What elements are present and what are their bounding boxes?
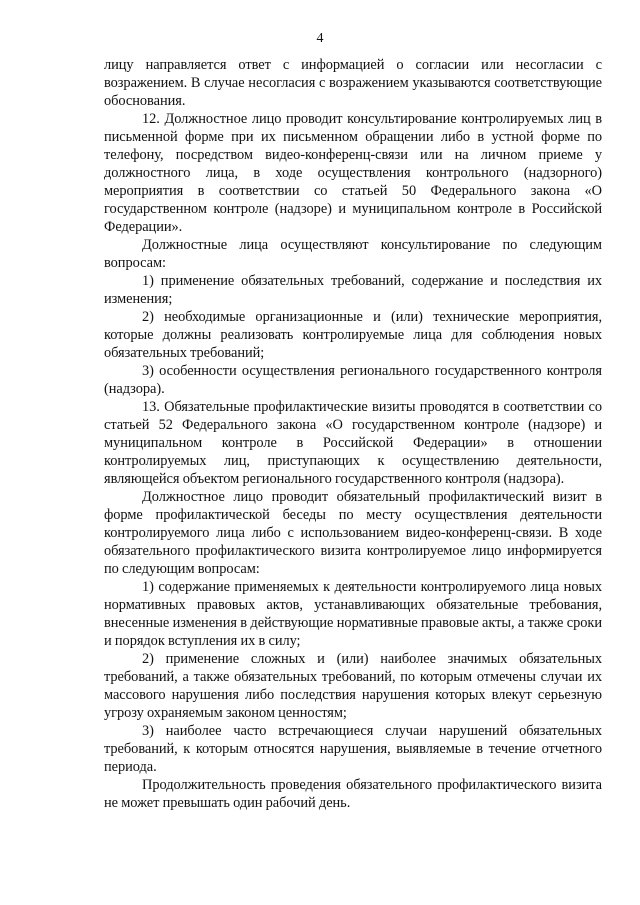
list-item-consultation-1: 1) применение обязательных требований, содержание и последствия их изменения; xyxy=(104,273,602,307)
list-item-visit-2: 2) применение сложных и (или) наиболее значимых обязательных требований, а также обязательных требований, по которым отмечены случаи их массового нарушения либо последствия нарушения которых влекут серьезную угрозу охраняемым законом ценностям; xyxy=(104,651,602,721)
paragraph-visit-intro: Должностное лицо проводит обязательный профилактический визит в форме профилактической беседы по месту осуществления деятельности контролируемого лица либо с использованием видео-конференц-связи. В ходе обязательного профилактического визита контролируемое лицо информируется по следующим вопросам: xyxy=(104,489,602,577)
paragraph-consultation-intro: Должностные лица осуществляют консультирование по следующим вопросам: xyxy=(104,237,602,271)
document-body xyxy=(104,56,602,812)
paragraph-item-12: 12. Должностное лицо проводит консультирование контролируемых лиц в письменной форме при их письменном обращении либо в устной форме по телефону, посредством видео-конференц-связи или на личном приеме у должностного лица, в ходе осуществления контрольного (надзорного) мероприятия в соответствии со статьей 50 Федерального закона «О государственном контроле (надзоре) и муниципальном контроле в Российской Федерации». xyxy=(104,111,602,235)
list-item-visit-3: 3) наиболее часто встречающиеся случаи нарушений обязательных требований, к которым относятся нарушения, выявляемые в течение отчетного периода. xyxy=(104,723,602,775)
list-item-consultation-2: 2) необходимые организационные и (или) технические мероприятия, которые должны реализовать контролируемые лица для соблюдения новых обязательных требований; xyxy=(104,309,602,361)
paragraph-item-13: 13. Обязательные профилактические визиты проводятся в соответствии со статьей 52 Федерального закона «О государственном контроле (надзоре) и муниципальном контроле в Российской Федерации» в отношении контролируемых лиц, приступающих к осуществлению деятельности, являющейся объектом регионального государственного контроля (надзора). xyxy=(104,399,602,487)
paragraph-continuation: лицу направляется ответ с информацией о согласии или несогласии с возражением. В случае несогласия с возражением указываются соответствующие обоснования. xyxy=(104,57,602,109)
paragraph-duration: Продолжительность проведения обязательного профилактического визита не может превышать один рабочий день. xyxy=(104,777,602,811)
page-number: 4 xyxy=(316,31,324,46)
list-item-visit-1: 1) содержание применяемых к деятельности контролируемого лица новых нормативных правовых актов, устанавливающих обязательные требования, внесенные изменения в действующие нормативные правовые акты, а также сроки и порядок вступления их в силу; xyxy=(104,579,602,649)
list-item-consultation-3: 3) особенности осуществления регионального государственного контроля (надзора). xyxy=(104,363,602,397)
